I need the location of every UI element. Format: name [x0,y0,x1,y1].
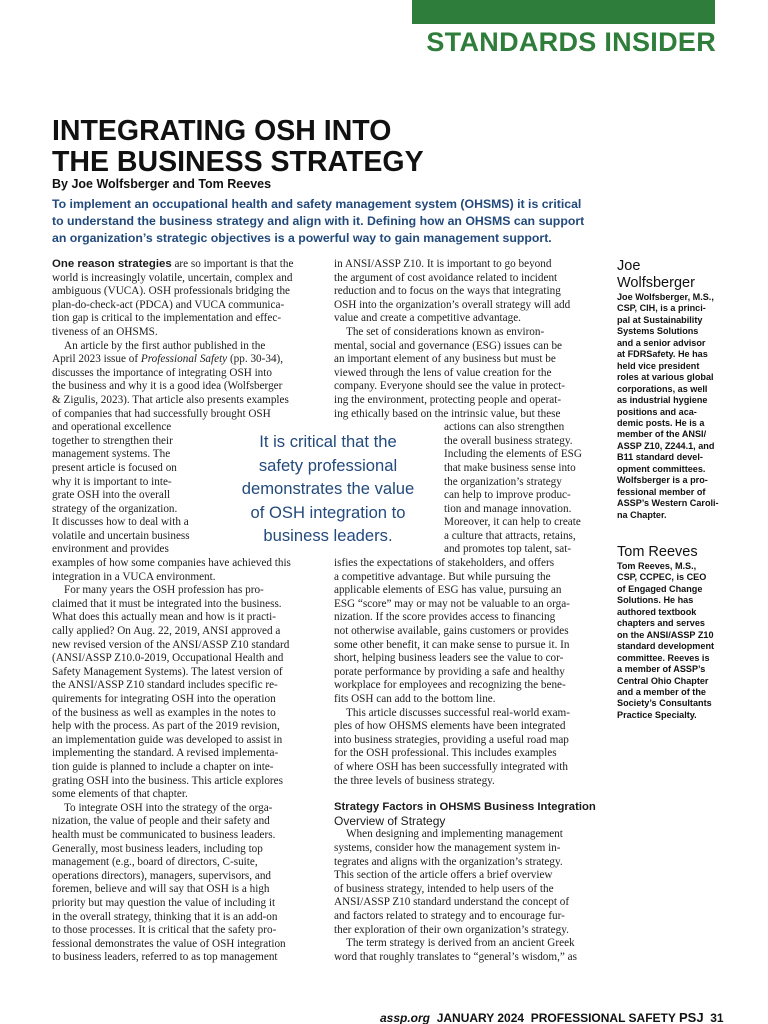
pull-quote-line: business leaders. [263,526,393,546]
body-line: new revised version of the ANSI/ASSP Z10 standard [52,638,290,651]
bio-line: of Engaged Change [617,583,703,594]
bio-line: fessional member of [617,486,706,497]
bio-line: Joe Wolfsberger, M.S., [617,292,714,302]
bio-line: pal at Sustainability [617,314,703,325]
body-line: management systems. The [52,448,171,461]
body-line: to business leaders, referred to as top management [52,951,278,964]
body-line: nization. If the score provides access to financing [334,611,556,624]
section-subhead: Strategy Factors in OHSMS Business Integration [334,801,596,814]
body-line: to those processes. It is critical that the safety pro- [52,924,277,937]
bio-line: opment committees. [617,463,706,474]
body-line: tion gap is critical to the implementation and effec- [52,312,282,325]
author-bio-text [617,292,717,521]
bio-line: member of the ANSI/ [617,429,707,440]
body-line: reduction and to focus on the ways that integrating [334,285,561,298]
pull-quote-line: safety professional [258,455,398,475]
body-line: an implementation guide was developed to assist in [52,733,283,746]
bio-line: CSP, CCPEC, is CEO [617,572,707,583]
body-line: This article discusses successful real-world exam- [346,706,570,719]
bio-line: held vice president [617,360,700,371]
body-line: actions can also strengthen [444,421,565,434]
body-line: in ANSI/ASSP Z10. It is important to go beyond [334,258,552,270]
section-label: STANDARDS INSIDER [426,27,716,57]
bio-line: corporations, as well [617,383,708,394]
pull-quote-line: of OSH integration to [250,502,406,522]
title-line: THE BUSINESS STRATEGY [52,146,424,178]
bio-line: a member of ASSP’s [617,664,706,675]
body-line: world is increasingly volatile, uncertain, complex and [52,271,293,284]
body-line: present article is focused on [52,461,177,474]
body-line: April 2023 issue of Professional Safety (pp. 30-34), [52,353,284,366]
body-line: volatile and uncertain business [52,529,190,542]
page-number: 31 [710,1011,724,1024]
bio-line: B11 standard devel- [617,452,703,463]
body-line: implementing the standard. A revised implementa- [52,747,279,760]
body-line: examples of how some companies have achieved this [52,557,291,570]
body-line: tion and manage innovation. [444,502,572,515]
body-line: and promotes top talent, sat- [444,543,572,556]
spacer [334,788,606,801]
body-line: for the OSH professional. This includes examples [334,747,557,760]
body-line: an important element of any business but must be [334,353,556,366]
deck-line: to understand the business strategy and align with it. Defining how an OHSMS can support [52,214,585,228]
bio-line: and a member of the [617,686,706,697]
pull-quote-line: demonstrates the value [241,479,415,499]
bio-line: Central Ohio Chapter [617,675,709,686]
body-line: fits OSH can add to the bottom line. [334,693,496,705]
body-line: priority but may question the value of including it [52,896,276,909]
body-line: It discusses how to deal with a [52,516,189,529]
body-line: tegrates and aligns with the organization’s strategy. [334,855,563,868]
bio-line: authored textbook [617,606,697,617]
bio-line: na Chapter. [617,509,667,520]
article-deck [52,196,608,247]
body-line: plan-do-check-act (PDCA) and VUCA communica- [52,298,285,311]
bio-line: committee. Reeves is [617,652,710,663]
body-line: short, helping business leaders see the value to cor- [334,652,564,665]
footer-abbr: PSJ [679,1010,704,1024]
body-line: value and create a competitive advantage. [334,312,521,325]
body-line: The set of considerations known as environ- [346,325,545,338]
body-line: together to strengthen their [52,434,173,447]
bio-line: roles at various global [617,372,714,383]
body-line: The term strategy is derived from an ancient Greek [346,937,575,950]
body-line: This section of the article offers a brief overview [334,869,553,882]
author-name [617,544,717,561]
footer-site: assp.org [380,1011,431,1024]
bio-line: positions and aca- [617,406,697,417]
body-line: Generally, most business leaders, including top [52,842,263,855]
body-line: and operational excellence [52,421,172,434]
pull-quote-line: It is critical that the [259,432,397,451]
body-line: For many years the OSH profession has pro- [64,584,264,597]
body-line [52,258,324,272]
body-line: in the overall strategy, thinking that it is an add-on [52,910,278,923]
lead-in: One reason strategies [52,258,172,270]
bio-line: ASSP Z10, Z244.1, and [617,440,715,451]
section-subhead-2: Overview of Strategy [334,813,446,828]
body-line: To integrate OSH into the strategy of the orga- [64,801,273,814]
footer-publication: PROFESSIONAL SAFETY [530,1011,676,1024]
byline: By Joe Wolfsberger and Tom Reeves [52,177,272,191]
body-line: OSH into the organization’s overall strategy will add [334,298,571,311]
body-line: of companies that had successfully brought OSH [52,407,271,420]
bio-line: Systems Solutions [617,326,699,337]
body-line: some other benefit, it can make sense to pursue it. In [334,638,570,651]
body-line: the three levels of business strategy. [334,774,495,787]
bio-line: and a senior advisor [617,337,706,348]
author-bio-text [617,561,717,721]
bio-line: on the ANSI/ASSP Z10 [617,629,714,640]
body-line: integration in a VUCA environment. [52,570,216,583]
body-line: workplace for employees and recognizing the bene- [334,679,566,692]
header-bar [412,0,715,24]
body-line: the business and why it is a good idea (Wolfsberger [52,380,283,393]
author-bio-wolfsberger [617,258,717,521]
body-line: ing ethically based on the intrinsic value, but these [334,407,561,420]
body-line: An article by the first author published in the [64,339,266,352]
body-line: the organization’s strategy [444,475,562,488]
body-line: why it is important to inte- [52,475,172,488]
journal-title: Professional Safety [140,353,228,366]
bio-line: Tom Reeves, M.S., [617,561,697,571]
body-line: claimed that it must be integrated into the business. [52,597,282,610]
body-line: that make business sense into [444,461,576,474]
body-line: What does this actually mean and how is it practi- [52,611,276,624]
body-line: foremen, believe and will say that OSH is a high [52,883,270,896]
body-line: discusses the importance of integrating OSH into [52,366,272,379]
body-line: health must be communicated to business leaders. [52,828,276,841]
body-line: tiveness of an OHSMS. [52,325,158,338]
bio-line: Practice Specialty. [617,709,697,720]
body-line: Including the elements of ESG [444,448,582,461]
bio-line: standard development [617,641,715,652]
deck-line: To implement an occupational health and safety management system (OHSMS) it is critical [52,197,582,211]
body-line: the argument of cost avoidance related to incident [334,271,558,284]
body-line: ples of how OHSMS elements have been integrated [334,720,566,733]
body-line: the ANSI/ASSP Z10 standard includes specific re- [52,679,278,692]
article-title [52,116,572,178]
body-line: nization, the value of people and their safety and [52,815,270,828]
body-line: & Zigulis, 2023). That article also presents examples [52,393,289,406]
body-line: not otherwise available, gains customers or provides [334,625,569,638]
body-line: company. Everyone should see the value in protect- [334,380,566,393]
body-line: porate performance by providing a safe and healthy [334,665,565,678]
body-line: Moreover, it can help to create [444,516,581,529]
body-line: ther exploration of their own organization’s strategy. [334,923,569,936]
body-line: environment and provides [52,543,169,556]
body-column-1 [52,258,324,965]
body-line: ambiguous (VUCA). OSH professionals bridging the [52,285,291,298]
bio-line: ASSP’s Western Caroli- [617,498,719,509]
body-line: fessional demonstrates the value of OSH integration [52,937,286,950]
author-name-line: Tom Reeves [617,544,698,560]
bio-line: Wolfsberger is a pro- [617,475,708,486]
body-line-text: are so important is that the [171,258,294,270]
bio-line: CSP, CIH, is a princi- [617,303,706,314]
body-line: a competitive advantage. But while pursuing the [334,570,551,583]
body-line: ANSI/ASSP Z10 standard understand the concept of [334,896,570,909]
body-line: word that roughly translates to “general’s wisdom,” as [334,950,577,963]
body-line: viewed through the lens of value creation for the [334,366,552,379]
bio-line: Solutions. He has [617,595,694,606]
deck-line: an organization’s strategic objectives is a powerful way to gain management support. [52,231,552,245]
body-line: quirements for integrating OSH into the operation [52,693,276,705]
bio-line: demic posts. He is a [617,417,705,428]
body-line: help with the process. As part of the 2019 revision, [52,720,280,733]
body-line: ing the environment, protecting people and operat- [334,393,562,406]
body-line: a culture that attracts, retains, [444,529,576,542]
title-line: INTEGRATING OSH INTO [52,115,392,147]
author-name [617,258,717,292]
bio-line: Society’s Consultants [617,698,712,709]
body-line: grating OSH into the business. This article explores [52,774,283,787]
body-line: tion guide is planned to include a chapter on inte- [52,760,274,773]
body-line: mental, social and governance (ESG) issues can be [334,339,563,352]
bio-line: chapters and serves [617,618,705,629]
body-line: strategy of the organization. [52,502,178,515]
body-line: operations directors), managers, supervisors, and [52,869,272,882]
body-line: into business strategies, providing a useful road map [334,733,569,746]
body-line: of the business as well as examples in the notes to [52,706,276,719]
author-name-line: Wolfsberger [617,275,695,291]
page-footer [380,1010,724,1024]
bio-line: at FDRSafety. He has [617,349,708,360]
body-line: (ANSI/ASSP Z10.0-2019, Occupational Health and [52,652,284,665]
body-line: management (e.g., board of directors, C-suite, [52,856,258,869]
body-line: systems, consider how the management system in- [334,841,561,854]
author-bio-reeves [617,544,717,721]
body-line: the overall business strategy. [444,434,573,447]
footer-issue: JANUARY 2024 [436,1011,525,1024]
body-column-2 [334,258,606,964]
body-line: ESG “score” may or may not be valuable to an orga- [334,597,570,610]
body-line: of where OSH has been successfully integrated with [334,760,568,773]
body-line: grate OSH into the overall [52,489,171,502]
body-line: cally applied? On Aug. 22, 2019, ANSI approved a [52,625,281,638]
author-name-line: Joe [617,258,641,274]
body-line: some elements of that chapter. [52,788,188,801]
body-line: isfies the expectations of stakeholders, and offers [334,557,555,570]
body-line: and factors related to strategy and to encourage fur- [334,909,565,922]
body-line: can help to improve produc- [444,489,571,502]
body-line: of business strategy, intended to help users of the [334,882,554,895]
bio-line: as industrial hygiene [617,395,708,406]
body-line: Safety Management Systems). The latest version of [52,665,283,678]
body-line: When designing and implementing management [346,828,563,841]
body-line: applicable elements of ESG has value, pursuing an [334,584,562,597]
